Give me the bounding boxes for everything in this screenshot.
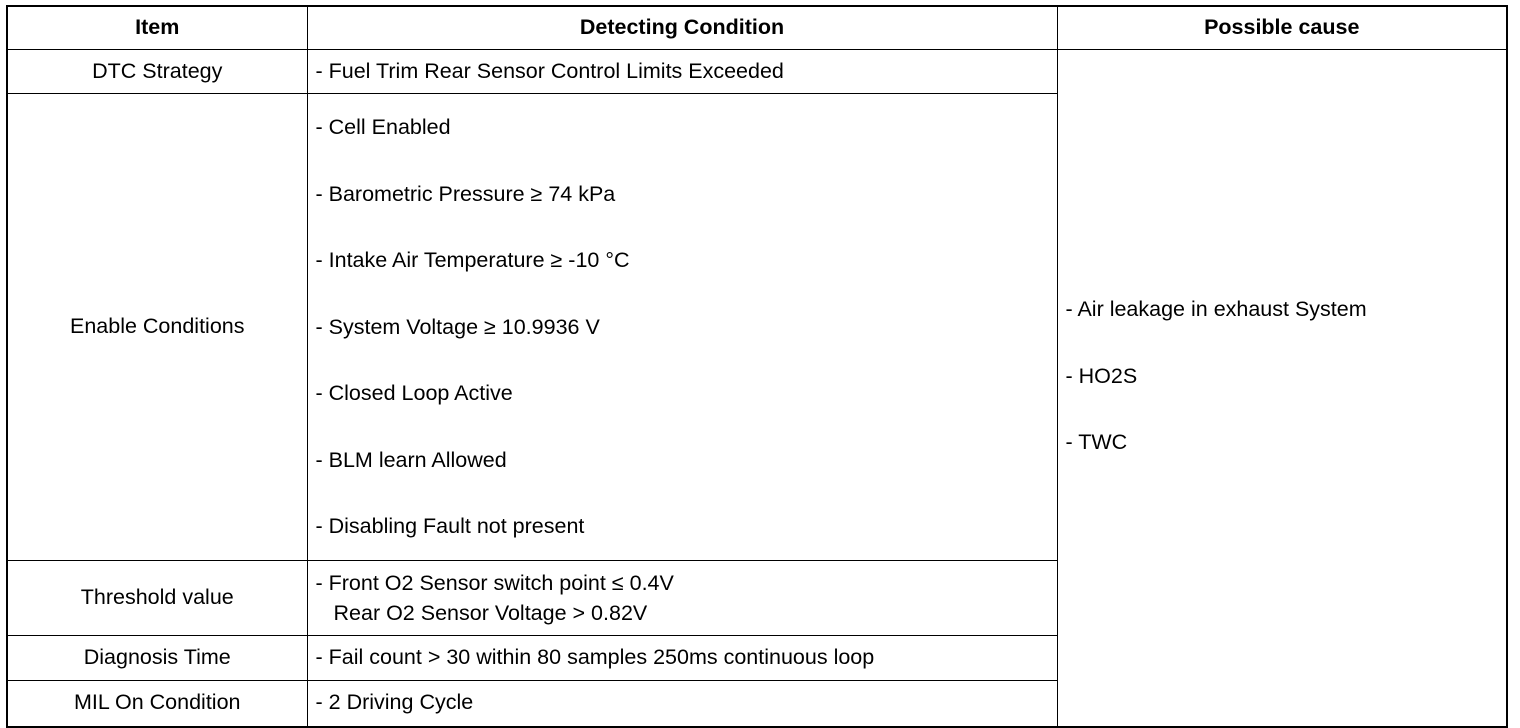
enable-condition-item: - Barometric Pressure ≥ 74 kPa xyxy=(315,181,616,206)
enable-conditions-list xyxy=(316,94,1057,560)
header-item: Item xyxy=(7,6,307,50)
possible-cause-list xyxy=(1066,276,1507,476)
possible-cause-item: - Air leakage in exhaust System xyxy=(1065,297,1367,321)
threshold-condition-line: Rear O2 Sensor Voltage > 0.82V xyxy=(333,600,648,625)
possible-cause-item: - TWC xyxy=(1065,430,1128,454)
item-mil-on-condition: MIL On Condition xyxy=(7,680,307,727)
dtc-table xyxy=(6,5,1508,728)
condition-enable-conditions xyxy=(307,94,1057,561)
possible-cause-item: - HO2S xyxy=(1065,363,1138,388)
item-diagnosis-time: Diagnosis Time xyxy=(7,635,307,680)
condition-threshold-value xyxy=(307,560,1057,635)
table-row-dtc-strategy xyxy=(7,50,1507,94)
threshold-condition-line: - Front O2 Sensor switch point ≤ 0.4V xyxy=(315,570,674,595)
enable-condition-item: - Disabling Fault not present xyxy=(315,514,585,538)
enable-condition-item: - Cell Enabled xyxy=(315,115,451,139)
item-threshold-value: Threshold value xyxy=(7,560,307,635)
header-possible-cause: Possible cause xyxy=(1057,6,1507,50)
condition-diagnosis-time: - Fail count > 30 within 80 samples 250ms continuous loop xyxy=(307,635,1057,680)
item-dtc-strategy: DTC Strategy xyxy=(7,50,307,94)
enable-condition-item: - BLM learn Allowed xyxy=(315,447,507,472)
condition-mil-on-condition: - 2 Driving Cycle xyxy=(307,680,1057,727)
enable-condition-item: - System Voltage ≥ 10.9936 V xyxy=(315,314,600,339)
header-row xyxy=(7,6,1507,50)
enable-condition-item: - Intake Air Temperature ≥ -10 °C xyxy=(315,248,630,272)
condition-dtc-strategy: - Fuel Trim Rear Sensor Control Limits Exceeded xyxy=(307,50,1057,94)
header-detecting-condition: Detecting Condition xyxy=(307,6,1057,50)
possible-cause-cell xyxy=(1057,50,1507,727)
item-enable-conditions: Enable Conditions xyxy=(7,94,307,561)
enable-condition-item: - Closed Loop Active xyxy=(315,381,513,405)
